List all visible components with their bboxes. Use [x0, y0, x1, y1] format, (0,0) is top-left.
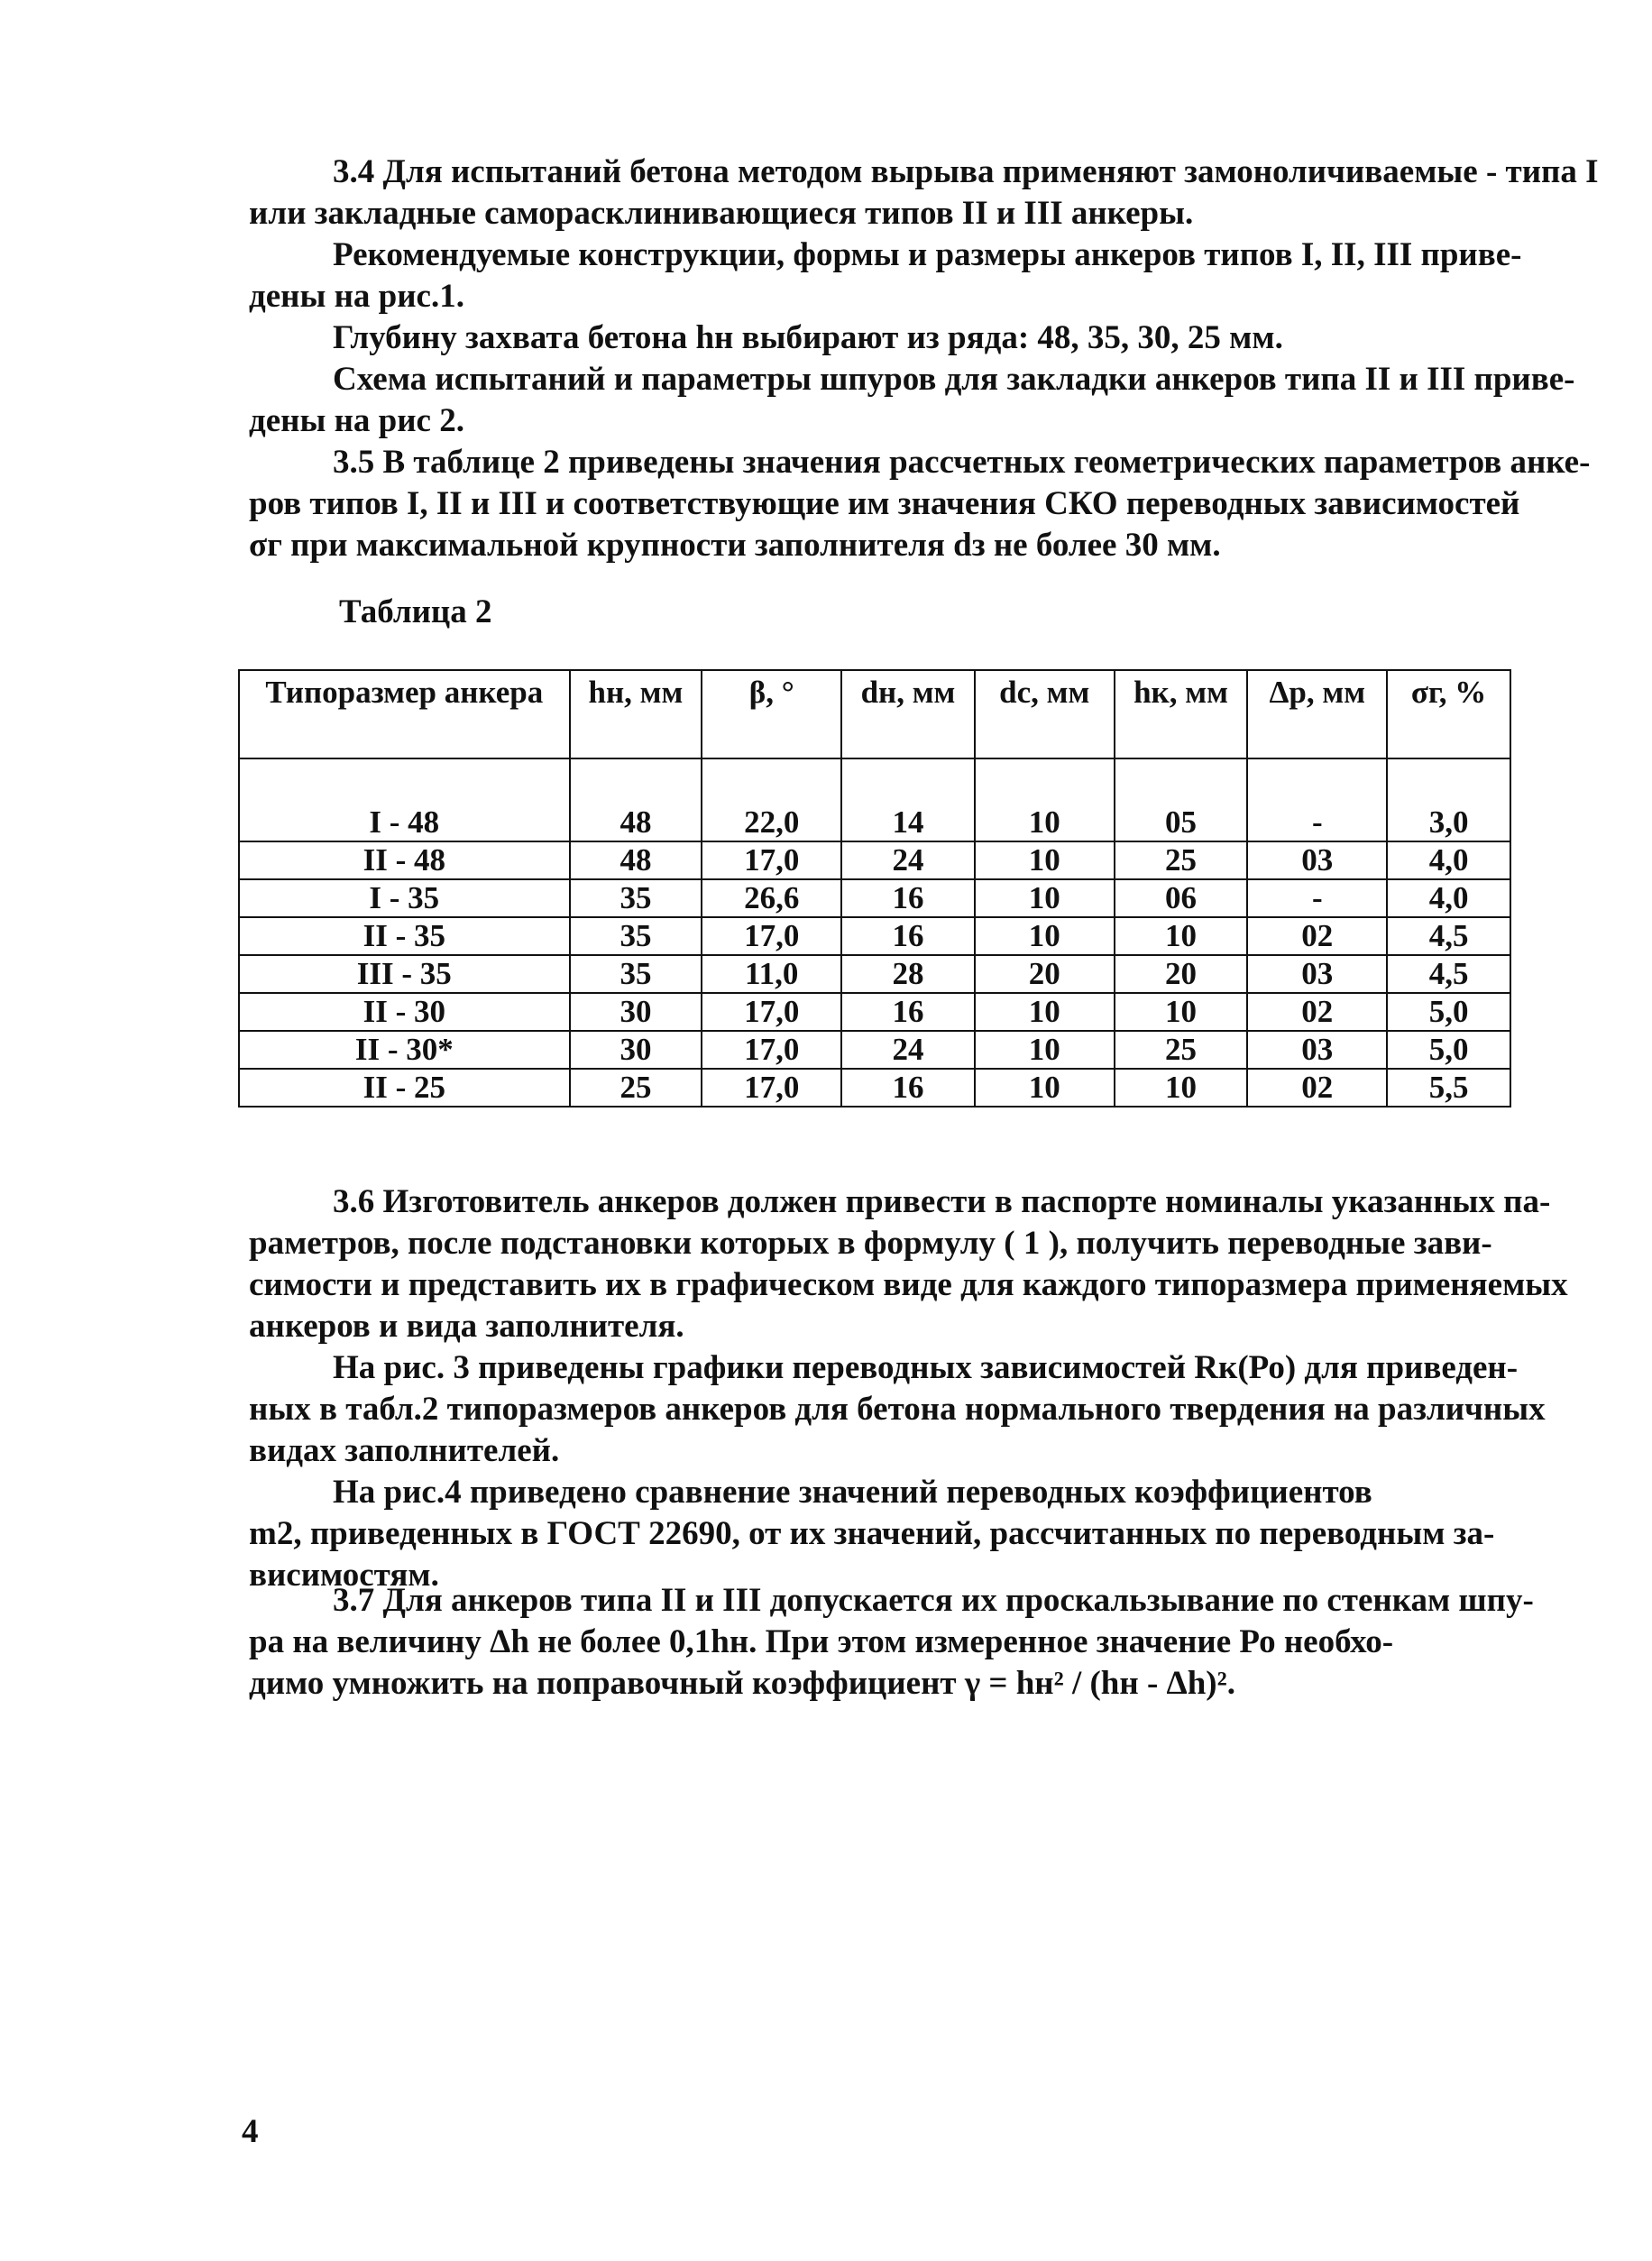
text-line: Схема испытаний и параметры шпуров для закладки анкеров типа II и III приве-: [333, 361, 1575, 398]
column-header: hк, мм: [1115, 670, 1248, 758]
table-cell: 10: [975, 1031, 1115, 1069]
table-cell: 24: [841, 841, 975, 879]
table-cell: 10: [975, 917, 1115, 955]
table-row: [239, 879, 1510, 917]
table-cell: 5,5: [1387, 1069, 1510, 1107]
table-row: [239, 993, 1510, 1031]
column-header: dc, мм: [975, 670, 1115, 758]
text-line: 3.4 Для испытаний бетона методом вырыва применяют замоноличиваемые - типа I: [333, 153, 1599, 190]
table-row: [239, 1069, 1510, 1107]
column-header: β, °: [702, 670, 841, 758]
text-line: m2, приведенных в ГОСТ 22690, от их значений, рассчитанных по переводным за-: [249, 1515, 1495, 1552]
text-line: анкеров и вида заполнителя.: [249, 1308, 684, 1345]
table-cell: 30: [570, 1031, 702, 1069]
text-line: ров типов I, II и III и соответствующие им значения СКО переводных зависимостей: [249, 485, 1520, 522]
text-line: симости и представить их в графическом виде для каждого типоразмера применяемых: [249, 1266, 1568, 1303]
text-line: раметров, после подстановки которых в формулу ( 1 ), получить переводные зави-: [249, 1225, 1492, 1262]
section-3-7: [249, 1580, 1534, 1705]
text-line: 3.6 Изготовитель анкеров должен привести в паспорте номиналы указанных па-: [333, 1183, 1551, 1220]
column-header: Типоразмер анкера: [239, 670, 570, 758]
table-cell: 03: [1247, 955, 1387, 993]
table-caption: Таблица 2: [339, 593, 492, 630]
table-cell: 22,0: [702, 758, 841, 841]
table-cell: 5,0: [1387, 993, 1510, 1031]
table-cell: 35: [570, 917, 702, 955]
table-cell: 16: [841, 917, 975, 955]
text-line: димо умножить на поправочный коэффициент γ = hн² / (hн - Δh)².: [249, 1665, 1235, 1702]
table-cell: 48: [570, 841, 702, 879]
table-cell: 10: [1115, 993, 1248, 1031]
table-cell: 28: [841, 955, 975, 993]
table-cell: II - 30: [239, 993, 570, 1031]
table-row: [239, 758, 1510, 841]
column-header: dн, мм: [841, 670, 975, 758]
table-cell: 03: [1247, 841, 1387, 879]
table-header-row: [239, 670, 1510, 758]
text-line: σг при максимальной крупности заполнителя dз не более 30 мм.: [249, 527, 1221, 564]
table-cell: 24: [841, 1031, 975, 1069]
table-cell: 02: [1247, 917, 1387, 955]
table-cell: 17,0: [702, 1069, 841, 1107]
table-cell: II - 48: [239, 841, 570, 879]
table-cell: 4,0: [1387, 879, 1510, 917]
table-cell: 17,0: [702, 1031, 841, 1069]
table-cell: 26,6: [702, 879, 841, 917]
page-number: 4: [242, 2113, 259, 2150]
table-cell: II - 25: [239, 1069, 570, 1107]
table-cell: 30: [570, 993, 702, 1031]
text-line: На рис.4 приведено сравнение значений переводных коэффициентов: [333, 1474, 1372, 1511]
table-cell: 11,0: [702, 955, 841, 993]
table-cell: 20: [975, 955, 1115, 993]
section-3-5: [249, 442, 1591, 566]
table-cell: -: [1247, 758, 1387, 841]
text-line: висимостям.: [249, 1557, 439, 1594]
table-cell: 16: [841, 879, 975, 917]
table-cell: 16: [841, 993, 975, 1031]
table-cell: II - 30*: [239, 1031, 570, 1069]
table-cell: 02: [1247, 1069, 1387, 1107]
text-line: дены на рис 2.: [249, 402, 464, 439]
table-cell: 4,5: [1387, 917, 1510, 955]
table-cell: 10: [975, 993, 1115, 1031]
table-cell: 06: [1115, 879, 1248, 917]
section-3-6: [249, 1181, 1568, 1596]
table-cell: 10: [975, 879, 1115, 917]
anchor-parameters-table: [238, 669, 1511, 1108]
table-cell: 05: [1115, 758, 1248, 841]
table-cell: 17,0: [702, 841, 841, 879]
table-cell: 20: [1115, 955, 1248, 993]
text-line: дены на рис.1.: [249, 278, 464, 315]
table-cell: 10: [1115, 917, 1248, 955]
table-cell: 5,0: [1387, 1031, 1510, 1069]
table-cell: 16: [841, 1069, 975, 1107]
table-cell: 17,0: [702, 917, 841, 955]
table-cell: 14: [841, 758, 975, 841]
text-line: На рис. 3 приведены графики переводных зависимостей Rк(Ро) для приведен-: [333, 1349, 1519, 1386]
table-cell: 10: [975, 841, 1115, 879]
text-line: Рекомендуемые конструкции, формы и размеры анкеров типов I, II, III приве-: [333, 236, 1522, 273]
table-cell: 03: [1247, 1031, 1387, 1069]
table-row: [239, 841, 1510, 879]
section-3-4: [249, 152, 1599, 442]
text-line: 3.5 В таблице 2 приведены значения рассчетных геометрических параметров анке-: [333, 444, 1591, 481]
text-line: видах заполнителей.: [249, 1432, 560, 1469]
table-row: [239, 955, 1510, 993]
table-cell: 17,0: [702, 993, 841, 1031]
column-header: σг, %: [1387, 670, 1510, 758]
table-cell: 10: [975, 1069, 1115, 1107]
table-cell: 02: [1247, 993, 1387, 1031]
table-cell: 3,0: [1387, 758, 1510, 841]
table-cell: 10: [1115, 1069, 1248, 1107]
table-cell: III - 35: [239, 955, 570, 993]
table-cell: 25: [570, 1069, 702, 1107]
column-header: Δр, мм: [1247, 670, 1387, 758]
table-cell: -: [1247, 879, 1387, 917]
table-cell: 35: [570, 879, 702, 917]
text-line: ра на величину Δh не более 0,1hн. При этом измеренное значение Ро необхо-: [249, 1623, 1394, 1660]
text-line: или закладные саморасклинивающиеся типов II и III анкеры.: [249, 195, 1194, 232]
table-cell: 4,0: [1387, 841, 1510, 879]
table-cell: 10: [975, 758, 1115, 841]
text-line: 3.7 Для анкеров типа II и III допускается их проскальзывание по стенкам шпу-: [333, 1582, 1534, 1619]
table-cell: I - 48: [239, 758, 570, 841]
text-line: Глубину захвата бетона hн выбирают из ряда: 48, 35, 30, 25 мм.: [333, 319, 1283, 356]
table-cell: I - 35: [239, 879, 570, 917]
table-cell: 35: [570, 955, 702, 993]
column-header: hн, мм: [570, 670, 702, 758]
table-cell: 25: [1115, 841, 1248, 879]
text-line: ных в табл.2 типоразмеров анкеров для бетона нормального твердения на различных: [249, 1391, 1546, 1428]
table-row: [239, 917, 1510, 955]
table-cell: 25: [1115, 1031, 1248, 1069]
table-row: [239, 1031, 1510, 1069]
table-cell: II - 35: [239, 917, 570, 955]
table-cell: 4,5: [1387, 955, 1510, 993]
table-cell: 48: [570, 758, 702, 841]
